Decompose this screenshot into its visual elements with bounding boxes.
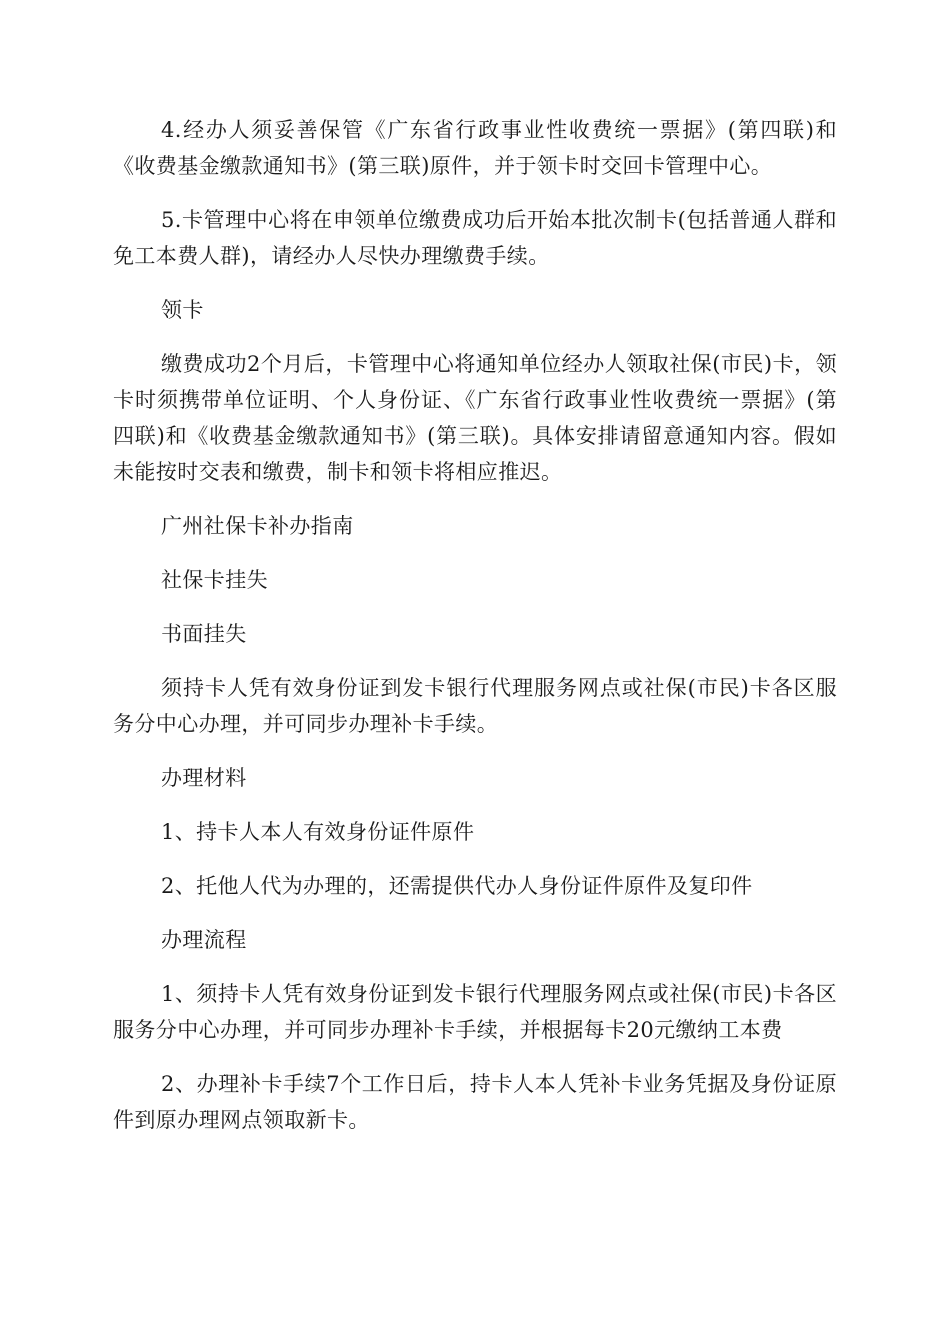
materials-item-2: 2、托他人代为办理的，还需提供代办人身份证件原件及复印件: [161, 874, 753, 898]
process-item-1: 1、须持卡人凭有效身份证到发卡银行代理服务网点或社保(市民)卡各区服务分中心办理，并可同步办理补卡手续，并根据每卡20元缴纳工本费: [113, 982, 837, 1042]
section-heading-reissue-guide: 广州社保卡补办指南: [161, 514, 354, 538]
materials-item-1: 1、持卡人本人有效身份证件原件: [161, 820, 475, 844]
section-heading-written-loss: 书面挂失: [161, 622, 247, 646]
paragraph-written-loss: 须持卡人凭有效身份证到发卡银行代理服务网点或社保(市民)卡各区服务分中心办理，并可同步办理补卡手续。: [113, 676, 837, 736]
section-heading-collect-card: 领卡: [161, 298, 204, 322]
process-item-2: 2、办理补卡手续7个工作日后，持卡人本人凭补卡业务凭据及身份证原件到原办理网点领取新卡。: [113, 1072, 837, 1132]
section-heading-report-loss: 社保卡挂失: [161, 568, 268, 592]
paragraph-item-4: 4.经办人须妥善保管《广东省行政事业性收费统一票据》(第四联)和《收费基金缴款通知书》(第三联)原件，并于领卡时交回卡管理中心。: [113, 118, 837, 178]
section-heading-process: 办理流程: [161, 928, 247, 952]
paragraph-item-5: 5.卡管理中心将在申领单位缴费成功后开始本批次制卡(包括普通人群和免工本费人群)，请经办人尽快办理缴费手续。: [113, 208, 837, 268]
paragraph-collect-card: 缴费成功2个月后，卡管理中心将通知单位经办人领取社保(市民)卡，领卡时须携带单位证明、个人身份证、《广东省行政事业性收费统一票据》(第四联)和《收费基金缴款通知书》(第三联)。具体安排请留意通知内容。假如未能按时交表和缴费，制卡和领卡将相应推迟。: [113, 352, 837, 484]
section-heading-materials: 办理材料: [161, 766, 247, 790]
document-body: [113, 112, 837, 1138]
